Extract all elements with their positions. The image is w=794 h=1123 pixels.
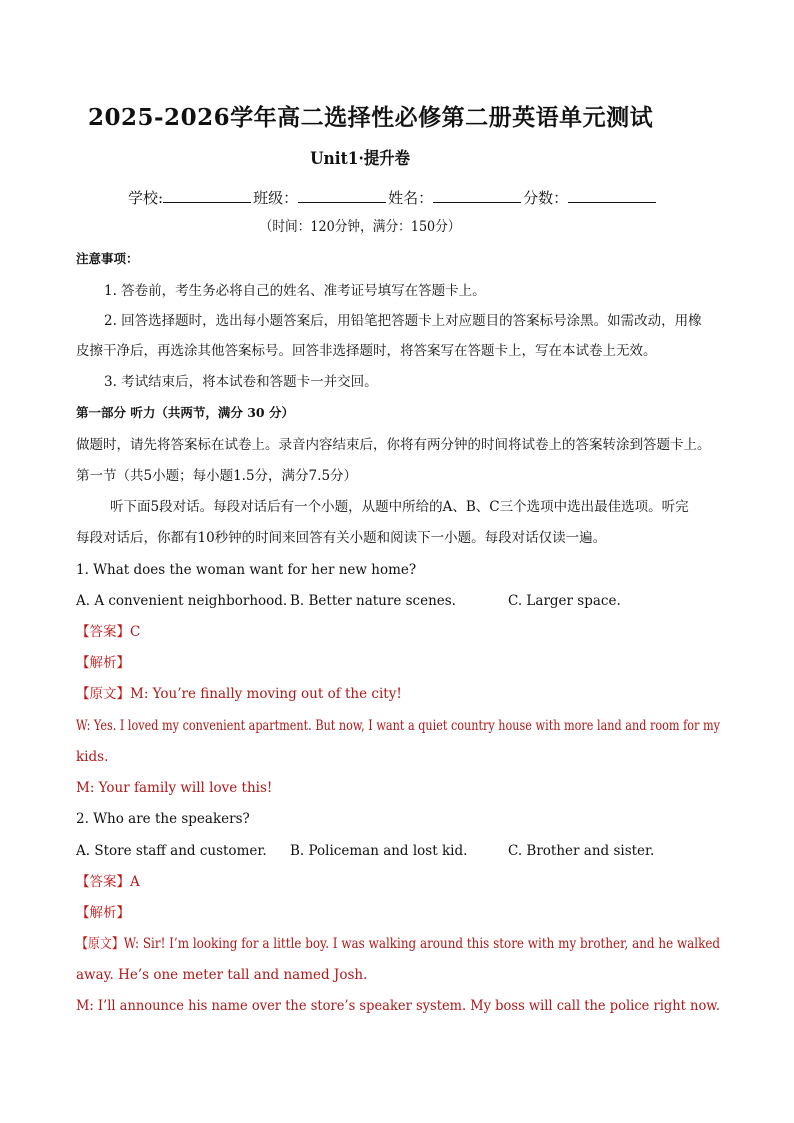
- option-b: B. Policeman and lost kid.: [290, 843, 468, 859]
- answer-line: [76, 623, 140, 641]
- score-label: 分数：: [523, 189, 569, 207]
- name-blank[interactable]: [433, 186, 521, 203]
- script-text: W: Sir! I’m looking for a little boy. I was walking around this store with my brother, and he walked: [123, 936, 721, 952]
- option-a: A. Store staff and customer.: [76, 843, 267, 859]
- script-line: [76, 685, 402, 703]
- script-line: [76, 935, 720, 953]
- school-blank[interactable]: [163, 186, 251, 203]
- script-text: W: Yes. I loved my convenient apartment. But now, I want a quiet country house with more land and room for my: [76, 718, 720, 734]
- script-text: M: I’ll announce his name over the store’s speaker system. My boss will call the police right now.: [76, 998, 721, 1014]
- section-instructions: 每段对话后，你都有10秒钟的时间来回答有关小题和阅读下一小题。每段对话仅读一遍。: [76, 530, 607, 546]
- option-b: B. Better nature scenes.: [290, 593, 456, 609]
- time-info: （时间：120分钟，满分：150分）: [259, 219, 461, 235]
- note-item: 3. 考试结束后，将本试卷和答题卡一并交回。: [104, 374, 378, 390]
- answer-label: 【答案】: [76, 624, 130, 640]
- answer-value: A: [130, 874, 140, 890]
- script-text: kids.: [76, 749, 109, 765]
- section-subtitle: 第一节（共5小题；每小题1.5分，满分7.5分）: [76, 468, 358, 484]
- answer-line: [76, 873, 140, 891]
- analysis-label: 【解析】: [76, 905, 130, 921]
- note-item: 1. 答卷前，考生务必将自己的姓名、准考证号填写在答题卡上。: [104, 283, 486, 299]
- script-text: away. He’s one meter tall and named Josh.: [76, 967, 368, 983]
- exam-subtitle: Unit1·提升卷: [310, 149, 411, 169]
- option-a: A. A convenient neighborhood.: [76, 593, 288, 609]
- name-label: 姓名：: [388, 189, 434, 207]
- script-label: 【原文】: [76, 686, 130, 702]
- part-intro: 做题时，请先将答案标在试卷上。录音内容结束后，你将有两分钟的时间将试卷上的答案转涂到答题卡上。: [76, 437, 711, 453]
- analysis-label: 【解析】: [76, 655, 130, 671]
- note-item: 2. 回答选择题时，选出每小题答案后，用铅笔把答题卡上对应题目的答案标号涂黑。如需改动，用橡: [104, 313, 702, 329]
- class-blank[interactable]: [298, 186, 386, 203]
- question-stem: 2. Who are the speakers?: [76, 811, 250, 827]
- option-c: C. Brother and sister.: [508, 843, 655, 859]
- note-item: 皮擦干净后，再选涂其他答案标号。回答非选择题时，将答案写在答题卡上，写在本试卷上无效。: [76, 343, 657, 359]
- school-label: 学校:: [128, 189, 164, 207]
- student-info-row: [128, 186, 658, 209]
- answer-label: 【答案】: [76, 874, 130, 890]
- section-instructions: 听下面5段对话。每段对话后有一个小题，从题中所给的A、B、C三个选项中选出最佳选项。听完: [110, 499, 689, 515]
- notes-heading: 注意事项：: [76, 251, 139, 266]
- script-label: 【原文】: [76, 936, 124, 952]
- script-text: M: You’re finally moving out of the city!: [130, 686, 402, 702]
- exam-title: 2025-2026学年高二选择性必修第二册英语单元测试: [88, 104, 654, 131]
- answer-value: C: [130, 624, 141, 640]
- part-title: 第一部分 听力（共两节，满分 30 分）: [76, 405, 294, 420]
- script-text: M: Your family will love this!: [76, 780, 273, 796]
- class-label: 班级：: [253, 189, 299, 207]
- score-blank[interactable]: [568, 186, 656, 203]
- option-c: C. Larger space.: [508, 593, 621, 609]
- question-stem: 1. What does the woman want for her new home?: [76, 562, 417, 578]
